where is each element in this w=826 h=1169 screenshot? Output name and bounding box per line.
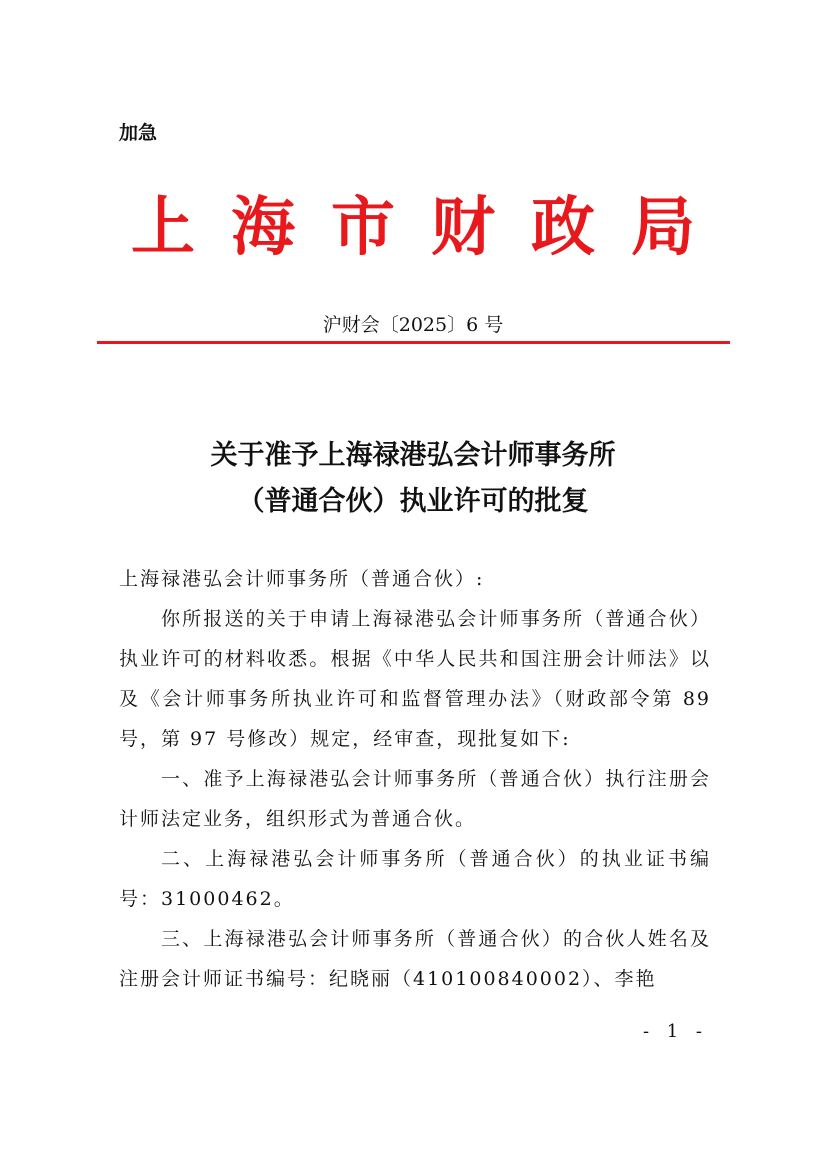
urgency-label: 加急 [119, 122, 158, 144]
page-number: - 1 - [642, 1021, 708, 1042]
issuer-name: 上海市财政局 [131, 190, 731, 265]
title-line-1: 关于准予上海禄港弘会计师事务所 [210, 440, 616, 471]
salutation: 上海禄港弘会计师事务所（普通合伙）: [119, 568, 485, 590]
paragraph-item-3: 三、上海禄港弘会计师事务所（普通合伙）的合伙人姓名及注册会计师证书编号：纪晓丽（410100840002）、李艳 [119, 928, 711, 990]
document-title [0, 433, 826, 525]
paragraph-item-2: 二、上海禄港弘会计师事务所（普通合伙）的执业证书编号：31000462。 [119, 848, 711, 910]
paragraph-item-1: 一、准予上海禄港弘会计师事务所（普通合伙）执行注册会计师法定业务，组织形式为普通合伙。 [119, 768, 711, 830]
title-line-2: （普通合伙）执业许可的批复 [237, 486, 589, 517]
document-body [119, 559, 711, 999]
paragraph-intro: 你所报送的关于申请上海禄港弘会计师事务所（普通合伙）执业许可的材料收悉。根据《中华人民共和国注册会计师法》以及《会计师事务所执业许可和监督管理办法》（财政部令第 89 号，第 97 号修改）规定，经审查，现批复如下: [119, 608, 711, 750]
document-number: 沪财会〔2025〕6 号 [322, 314, 504, 336]
red-divider [97, 341, 730, 344]
